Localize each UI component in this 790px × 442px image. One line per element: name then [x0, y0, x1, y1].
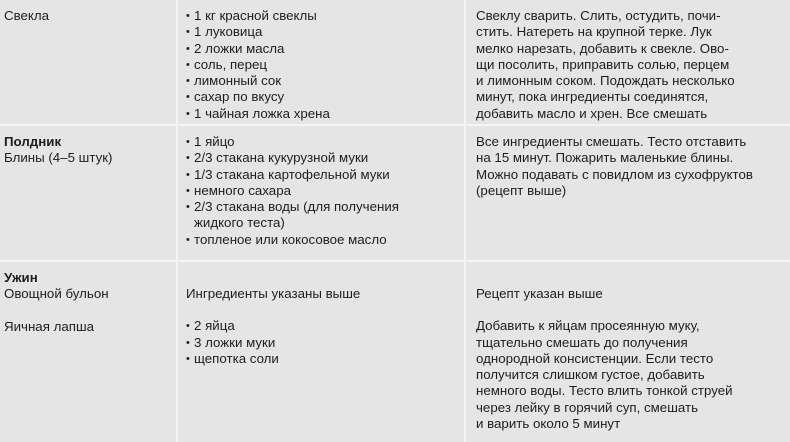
recipe-line: Все ингредиенты смешать. Тесто отставить	[476, 134, 747, 149]
ingredient-item: • щепотка соли	[186, 351, 465, 367]
ingredient-item: • топленое или кокосовое масло	[186, 232, 465, 248]
recipe-line: однородной консистенции. Если тесто	[476, 350, 714, 366]
recipe-line: получится слишком густое, добавить	[476, 367, 705, 383]
ingredient-item: • 2 яйца	[186, 318, 465, 334]
dish-name: Овощной бульон	[4, 286, 109, 302]
ingredient-item: • 1 яйцо	[186, 134, 465, 150]
recipe-line: немного воды. Тесто влить тонкой струей	[476, 383, 733, 399]
recipe-reference: Рецепт указан выше	[476, 286, 603, 301]
meal-title: Ужин	[4, 270, 38, 285]
ingredient-item: • 1 чайная ложка хрена	[186, 106, 465, 122]
ingredient-list	[186, 318, 465, 367]
ingredient-item: • соль, перец	[186, 57, 465, 73]
ingredients-cell	[177, 0, 465, 124]
ingredient-item: • 2/3 стакана кукурузной муки	[186, 150, 465, 166]
recipe-line: мелко нарезать, добавить к свекле. Ово-	[476, 40, 729, 56]
dish-cell	[0, 0, 177, 124]
recipe-line: (рецепт выше)	[476, 182, 567, 198]
table-row-afternoon-snack	[0, 126, 790, 260]
recipe-line: минут, пока ингредиенты соединятся,	[476, 89, 709, 105]
meal-title: Полдник	[4, 134, 62, 149]
ingredient-item: • 2/3 стакана воды (для получения жидкого теста)	[186, 199, 434, 232]
ingredient-item: • 1 луковица	[186, 24, 465, 40]
recipe-cell	[465, 126, 790, 260]
recipe-cell	[465, 262, 790, 442]
ingredient-item: • немного сахара	[186, 183, 465, 199]
recipe-cell	[465, 0, 790, 124]
recipe-line: Можно подавать с повидлом из сухофруктов	[476, 166, 753, 182]
ingredient-item: • 1 кг красной свеклы	[186, 8, 465, 24]
recipe-line: щи посолить, приправить солью, перцем	[476, 56, 730, 72]
recipe-line: тщательно смешать до получения	[476, 334, 688, 350]
dish-name: Блины (4–5 штук)	[4, 150, 113, 166]
dish-cell	[0, 126, 177, 260]
ingredient-list	[186, 134, 465, 248]
table-row-beet	[0, 0, 790, 124]
dish-name: Свекла	[4, 8, 50, 23]
recipe-line: Свеклу сварить. Слить, остудить, почи-	[476, 8, 721, 23]
ingredient-item: • сахар по вкусу	[186, 89, 465, 105]
recipe-line: добавить масло и хрен. Все смешать	[476, 105, 708, 121]
recipe-line: и лимонным соком. Подождать несколько	[476, 73, 735, 89]
recipe-line: Добавить к яйцам просеянную муку,	[476, 318, 700, 334]
ingredient-item: • 3 ложки муки	[186, 335, 465, 351]
ingredients-reference: Ингредиенты указаны выше	[186, 286, 361, 301]
ingredient-item: • лимонный сок	[186, 73, 465, 89]
ingredient-item: • 2 ложки масла	[186, 41, 465, 57]
recipe-line: на 15 минут. Пожарить маленькие блины.	[476, 150, 734, 166]
recipe-line: стить. Натереть на крупной терке. Лук	[476, 24, 712, 40]
ingredient-item: • 1/3 стакана картофельной муки	[186, 167, 465, 183]
ingredients-cell	[177, 262, 465, 442]
ingredient-list	[186, 8, 465, 122]
recipe-line: через лейку в горячий суп, смешать	[476, 399, 698, 415]
recipe-line: и варить около 5 минут	[476, 416, 621, 432]
table-row-dinner	[0, 262, 790, 442]
dish-name: Яичная лапша	[4, 318, 95, 334]
dish-cell	[0, 262, 177, 442]
ingredients-cell	[177, 126, 465, 260]
